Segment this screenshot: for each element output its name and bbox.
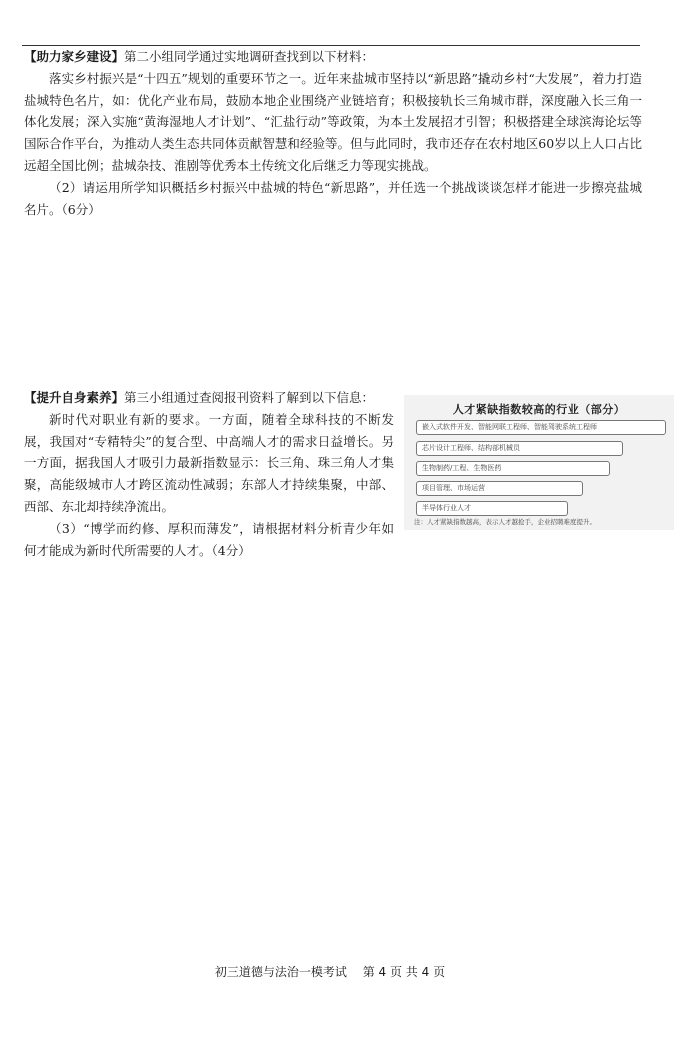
figure-note: 注：人才紧缺指数越高，表示人才越抢手，企业招聘难度提升。 [414, 518, 596, 526]
industry-item: 半导体行业人才 [416, 501, 568, 516]
industry-item: 生物制药/工程、生物医药 [416, 461, 610, 476]
section-heading-label: 【提升自身素养】 [24, 390, 125, 405]
section-heading-text: 第二小组同学通过实地调研查找到以下材料： [124, 49, 375, 64]
material-paragraph: 新时代对职业有新的要求。一方面，随着全球科技的不断发展，我国对“专精特尖”的复合型、中高端人才的需求日益增长。另一方面，据我国人才吸引力最新指数显示：长三角、珠三角人才集聚，高能级城市人才跨区流动性减弱；东部人才持续集聚，中部、西部、东北却持续净流出。 [24, 411, 394, 514]
page-footer: 初三道德与法治一模考试 第 4 页 共 4 页 [214, 965, 446, 979]
section-hometown-construction [24, 46, 642, 220]
material-paragraph: 落实乡村振兴是“十四五”规划的重要环节之一。近年来盐城市坚持以“新思路”撬动乡村“大发展”，着力打造盐城特色名片，如：优化产业布局，鼓励本地企业围绕产业链培育；积极接轨长三角城市群，深度融入长三角一体化发展；深入实施“黄海湿地人才计划”、“汇盐行动”等政策，为本土发展招才引智；积极搭建全球滨海论坛等国际合作平台，为推动人类生态共同体贡献智慧和经验等。但与此同时，我市还存在农村地区60岁以上人口占比远超全国比例；盐城杂技、淮剧等优秀本土传统文化后继乏力等现实挑战。 [24, 70, 642, 173]
section-heading [24, 387, 394, 409]
question-2: （2）请运用所学知识概括乡村振兴中盐城的特色“新思路”，并任选一个挑战谈谈怎样才能进一步擦亮盐城名片。（6分） [24, 179, 642, 217]
talent-shortage-figure [404, 395, 674, 530]
section-heading [24, 46, 642, 68]
industry-item: 芯片设计工程师、结构部机械员 [416, 441, 623, 456]
figure-title: 人才紧缺指数较高的行业（部分） [452, 403, 626, 416]
industry-item: 项目管理、市场运营 [416, 481, 583, 496]
section-heading-text: 第三小组通过查阅报刊资料了解到以下信息： [124, 390, 375, 405]
question-3: （3）“博学而约修、厚积而薄发”，请根据材料分析青少年如何才能成为新时代所需要的人才。（4分） [24, 520, 394, 558]
section-heading-label: 【助力家乡建设】 [24, 49, 125, 64]
section-self-improvement [24, 387, 394, 561]
industry-item: 嵌入式软件开发、智能网联工程师、智能驾驶系统工程师 [416, 420, 666, 435]
